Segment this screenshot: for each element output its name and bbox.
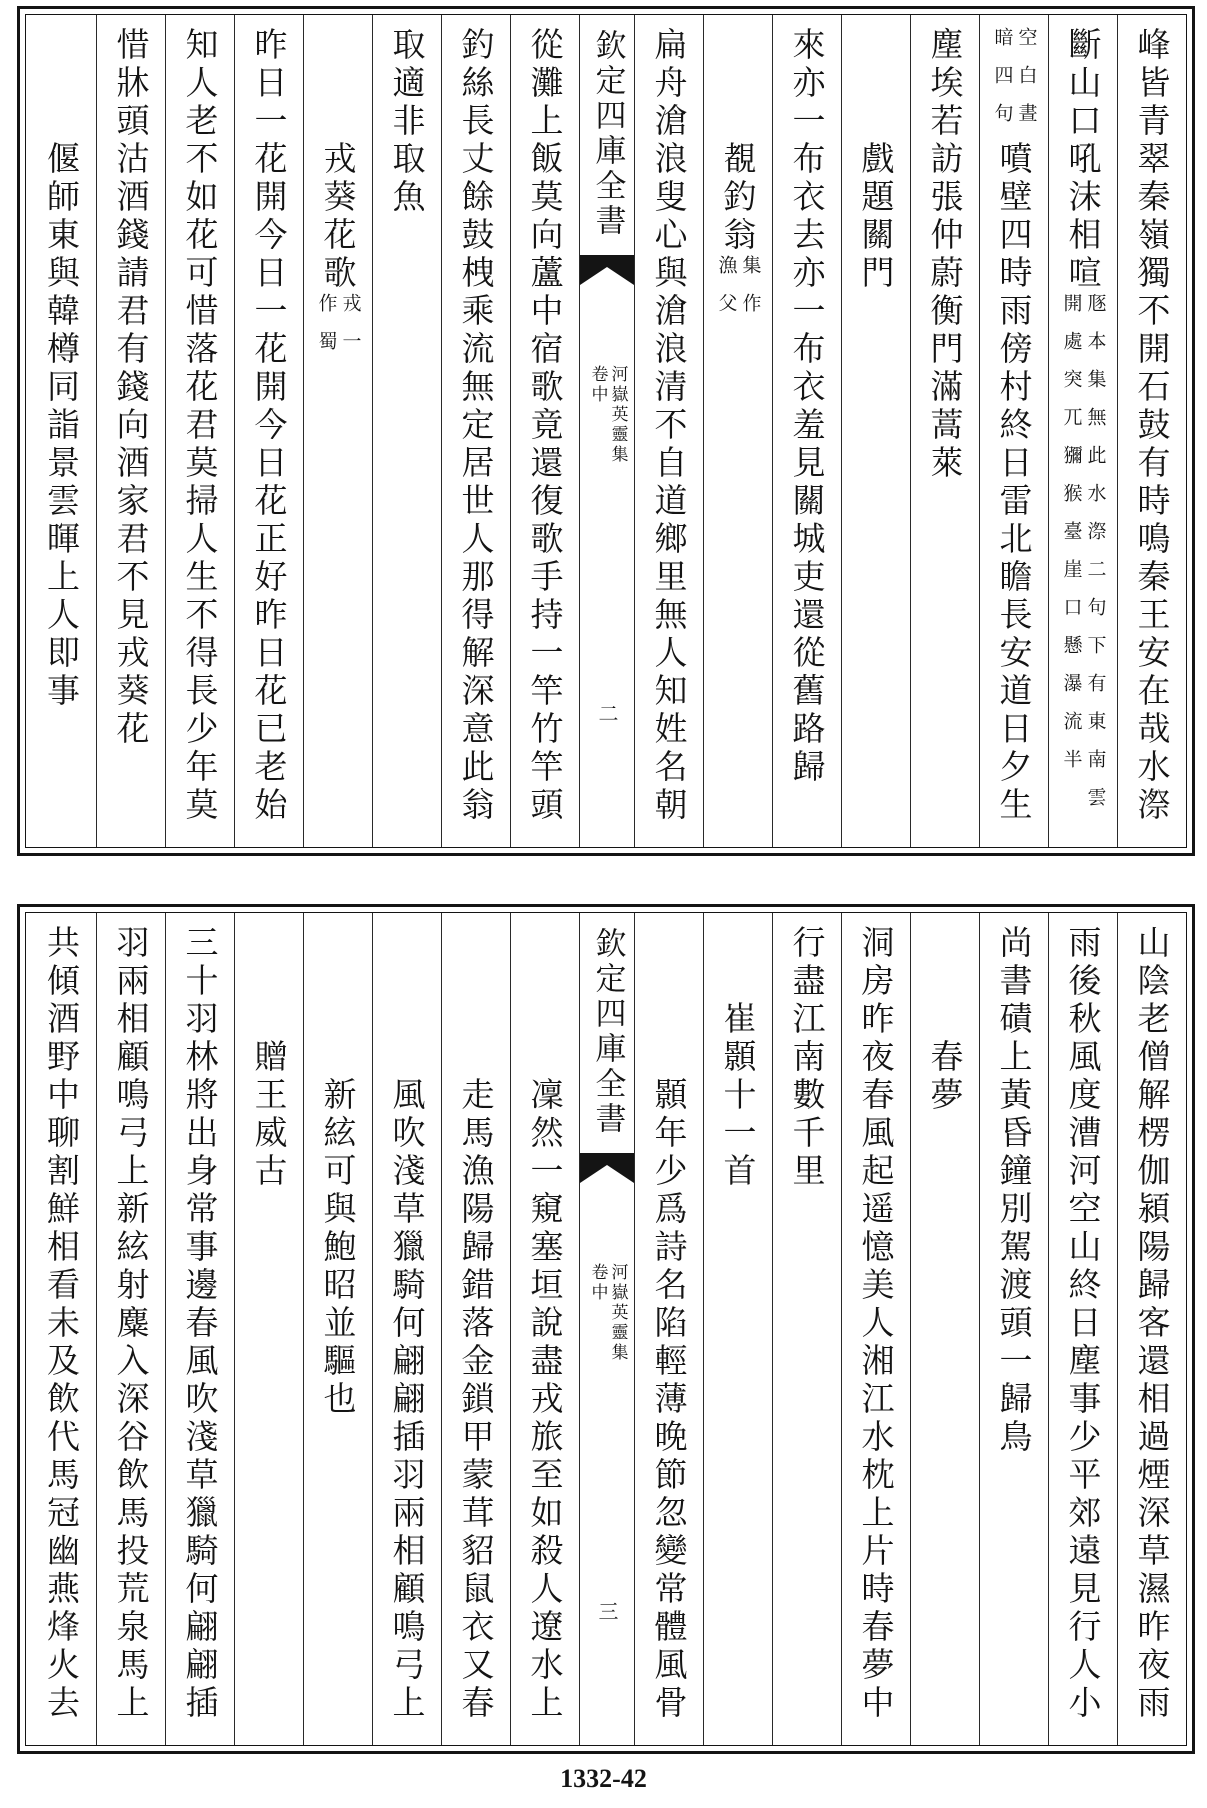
volume-label: 卷中 bbox=[587, 365, 608, 405]
poem-column bbox=[96, 15, 165, 847]
poem-text: 塵埃若訪張仲蔚衡門滿蒿萊 bbox=[925, 27, 965, 483]
collection-label bbox=[589, 1263, 626, 1363]
poem-column bbox=[634, 15, 703, 847]
commentary-text: 風吹淺草獵騎何翩翩插羽兩相顧鳴弓上 bbox=[387, 1077, 427, 1723]
page-footer-number: 1332-42 bbox=[560, 1764, 647, 1793]
annotation-left-line: 作蜀 bbox=[315, 293, 338, 369]
poem-column bbox=[841, 913, 910, 1745]
poem-column bbox=[510, 15, 579, 847]
poem-text: 惜牀頭沽酒錢請君有錢向酒家君不見戎葵花 bbox=[111, 27, 151, 749]
poem-text: 雨後秋風度漕河空山終日塵事少平郊遠見行人小 bbox=[1063, 925, 1103, 1723]
poem-title-column bbox=[27, 15, 96, 847]
poem-title: 戲題關門 bbox=[856, 141, 896, 293]
poem-title: 春夢 bbox=[925, 1039, 965, 1115]
poem-column bbox=[165, 15, 234, 847]
annotation-left-line: 開處突兀獼猴臺崖口懸瀑流半 bbox=[1060, 293, 1083, 787]
annotation-right-line: 空白晝 bbox=[1015, 27, 1038, 141]
commentary-text: 走馬漁陽歸錯落金鎖甲蒙茸貂鼠衣又春 bbox=[456, 1077, 496, 1723]
author-heading-column bbox=[703, 913, 772, 1745]
poem-column bbox=[979, 913, 1048, 1745]
annotation-note bbox=[993, 27, 1036, 141]
commentary-column bbox=[510, 913, 579, 1745]
poem-column bbox=[1048, 913, 1117, 1745]
collection-label bbox=[589, 365, 626, 465]
commentary-column bbox=[303, 913, 372, 1745]
center-fold-strip bbox=[579, 15, 634, 847]
poem-text: 昨日一花開今日一花開今日花正好昨日花已老始 bbox=[249, 27, 289, 825]
poem-column bbox=[96, 913, 165, 1745]
poem-text: 扁舟滄浪叟心與滄浪清不自道鄉里無人知姓名朝 bbox=[649, 27, 689, 825]
author-heading: 崔顥十一首 bbox=[718, 1001, 758, 1191]
annotation-left-line: 暗四句 bbox=[991, 27, 1014, 141]
commentary-column bbox=[441, 913, 510, 1745]
poem-title-column bbox=[303, 15, 372, 847]
poem-text: 知人老不如花可惜落花君莫掃人生不得長少年莫 bbox=[180, 27, 220, 825]
page-frame bbox=[25, 912, 1187, 1746]
poem-text: 來亦一布衣去亦一布衣羞見關城吏還從舊路歸 bbox=[787, 27, 827, 787]
poem-title-column bbox=[234, 913, 303, 1745]
poem-text: 噴壁四時雨傍村終日雷北瞻長安道日夕生 bbox=[994, 141, 1034, 825]
poem-text: 斷山口吼沫相喧 bbox=[1063, 27, 1103, 293]
annotation-right-line: 豗本集無此水漈二句下有東南雲 bbox=[1084, 293, 1107, 825]
poem-title-column bbox=[910, 913, 979, 1745]
page-number: 二 bbox=[595, 703, 619, 723]
poem-text: 行盡江南數千里 bbox=[787, 925, 827, 1191]
commentary-column bbox=[634, 913, 703, 1745]
volume-label: 卷中 bbox=[587, 1263, 608, 1303]
annotation-note bbox=[1062, 293, 1105, 825]
poem-column bbox=[1117, 913, 1186, 1745]
poem-column bbox=[165, 913, 234, 1745]
annotation-right-line: 集作 bbox=[739, 255, 762, 331]
poem-text: 尚書磧上黃昏鐘別駕渡頭一歸鳥 bbox=[994, 925, 1034, 1457]
fishtail-mark bbox=[580, 255, 634, 289]
poem-title-column bbox=[841, 15, 910, 847]
poem-column bbox=[979, 15, 1048, 847]
poem-text: 山陰老僧解楞伽潁陽歸客還相過煙深草濕昨夜雨 bbox=[1132, 925, 1172, 1723]
collection-title: 河嶽英靈集 bbox=[607, 1263, 628, 1363]
collection-title: 河嶽英靈集 bbox=[607, 365, 628, 465]
fishtail-mark bbox=[580, 1153, 634, 1187]
commentary-text: 新絃可與鮑昭並驅也 bbox=[318, 1077, 358, 1419]
poem-column bbox=[27, 913, 96, 1745]
poem-title: 贈王威古 bbox=[249, 1039, 289, 1191]
poem-text: 共傾酒野中聊割鮮相看未及飲代馬冠幽燕烽火去 bbox=[42, 925, 81, 1723]
poem-title-column bbox=[703, 15, 772, 847]
book-title: 欽定四庫全書 bbox=[589, 29, 626, 239]
poem-text: 洞房昨夜春風起遥憶美人湘江水枕上片時春夢中 bbox=[856, 925, 896, 1723]
commentary-column bbox=[372, 913, 441, 1745]
commentary-text: 凜然一窺塞垣說盡戎旅至如殺人遼水上 bbox=[525, 1077, 565, 1723]
poem-column bbox=[234, 15, 303, 847]
book-title: 欽定四庫全書 bbox=[589, 927, 626, 1137]
poem-text: 峰皆青翠秦嶺獨不開石鼓有時鳴秦王安在哉水漈 bbox=[1132, 27, 1172, 825]
poem-text: 取適非取魚 bbox=[387, 27, 427, 217]
bottom-page-panel bbox=[17, 904, 1195, 1754]
poem-column bbox=[372, 15, 441, 847]
poem-column bbox=[1048, 15, 1117, 847]
poem-text: 羽兩相顧鳴弓上新絃射麋入深谷飲馬投荒泉馬上 bbox=[111, 925, 151, 1723]
page-frame bbox=[25, 14, 1187, 848]
poem-column bbox=[910, 15, 979, 847]
poem-column bbox=[441, 15, 510, 847]
annotation-note bbox=[717, 255, 760, 331]
top-page-panel bbox=[17, 6, 1195, 856]
poem-column bbox=[772, 15, 841, 847]
center-fold-strip bbox=[579, 913, 634, 1745]
poem-column bbox=[1117, 15, 1186, 847]
annotation-right-line: 戎一 bbox=[339, 293, 362, 369]
poem-text: 從灘上飯莫向蘆中宿歌竟還復歌手持一竿竹竿頭 bbox=[525, 27, 565, 825]
poem-column bbox=[772, 913, 841, 1745]
poem-text: 釣絲長丈餘鼓栧乘流無定居世人那得解深意此翁 bbox=[456, 27, 496, 825]
poem-title: 戎葵花歌 bbox=[318, 141, 358, 293]
poem-title: 覩釣翁 bbox=[718, 141, 758, 255]
page-number: 三 bbox=[595, 1601, 619, 1621]
poem-text: 三十羽林將出身常事邊春風吹淺草獵騎何翩翩插 bbox=[180, 925, 220, 1723]
annotation-note bbox=[317, 293, 360, 369]
annotation-left-line: 漁父 bbox=[715, 255, 738, 331]
commentary-text: 顥年少爲詩名陷輕薄晚節忽變常體風骨 bbox=[649, 1077, 689, 1723]
poem-title: 偃師東與韓樽同詣景雲暉上人即事 bbox=[42, 141, 81, 711]
